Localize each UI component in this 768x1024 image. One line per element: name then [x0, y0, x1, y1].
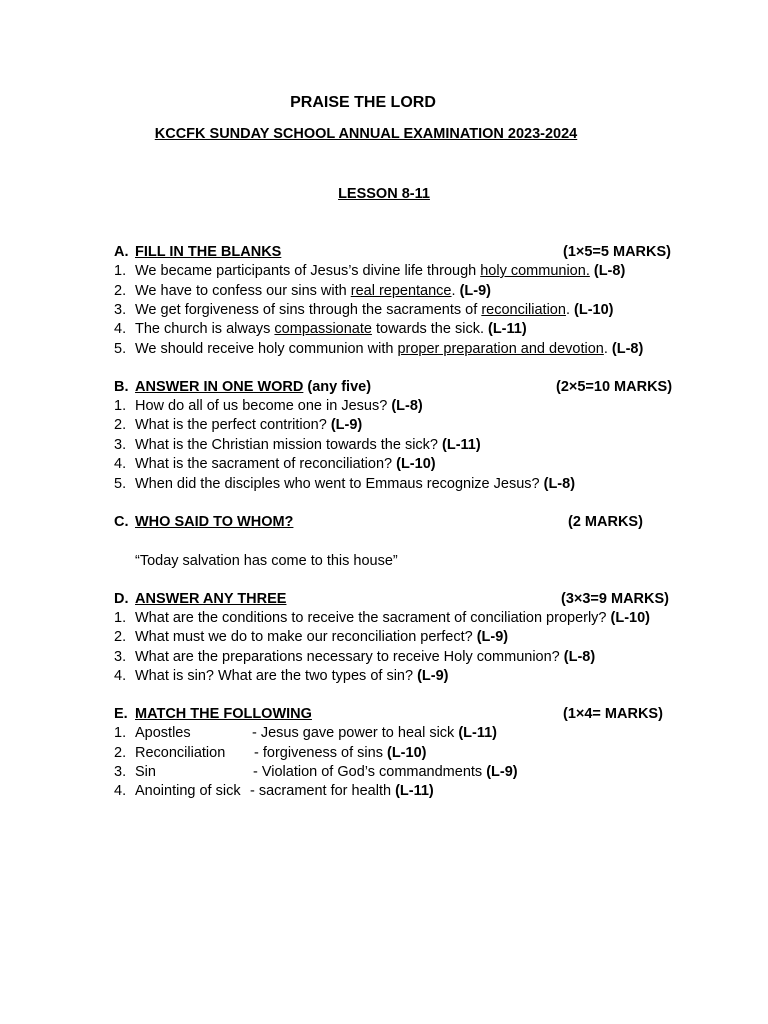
match-right: - Violation of God’s commandments	[253, 764, 487, 780]
item-number: 2.	[114, 629, 127, 645]
section-e-letter: E.	[114, 706, 128, 722]
match-left: Anointing of sick	[135, 783, 241, 799]
section-e-item-3	[114, 764, 518, 780]
lesson-ref: (L-8)	[391, 398, 423, 414]
section-a-item-4	[114, 321, 527, 337]
section-a-letter: A.	[114, 244, 129, 260]
item-number: 3.	[114, 764, 127, 780]
page-title: PRAISE THE LORD	[290, 94, 436, 111]
section-d-item-4	[114, 668, 449, 684]
lesson-ref: (L-10)	[574, 302, 614, 318]
section-c-heading	[114, 514, 293, 530]
section-b-marks: (2×5=10 MARKS)	[556, 379, 673, 395]
item-text: What is the Christian mission towards the sick?	[135, 437, 443, 453]
lesson-ref: (L-9)	[486, 764, 518, 780]
section-d-item-3	[114, 649, 595, 665]
section-d-item-1	[114, 610, 650, 626]
section-a-item-1	[114, 263, 625, 279]
item-text: What is the perfect contrition?	[135, 417, 331, 433]
section-b-item-3	[114, 437, 481, 453]
item-text: How do all of us become one in Jesus?	[135, 398, 392, 414]
section-d-heading	[114, 591, 286, 607]
section-c-marks: (2 MARKS)	[568, 514, 643, 530]
item-number: 3.	[114, 302, 127, 318]
item-text: What must we do to make our reconciliation perfect?	[135, 629, 477, 645]
match-right: - forgiveness of sins	[254, 745, 387, 761]
lesson-ref: (L-10)	[396, 456, 436, 472]
item-text: The church is always	[135, 321, 275, 337]
section-b-heading	[114, 379, 371, 395]
item-number: 4.	[114, 321, 127, 337]
item-text: We became participants of Jesus’s divine life through	[135, 263, 481, 279]
item-number: 2.	[114, 417, 127, 433]
lesson-ref: (L-11)	[442, 437, 481, 453]
section-b-title: ANSWER IN ONE WORD	[135, 379, 304, 395]
section-b-letter: B.	[114, 379, 129, 395]
item-text: We have to confess our sins with	[135, 283, 351, 299]
lesson-ref: (L-9)	[459, 283, 491, 299]
item-answer: holy communion.	[480, 263, 590, 279]
section-e-title: MATCH THE FOLLOWING	[135, 706, 312, 722]
section-b-item-1	[114, 398, 423, 414]
section-e-item-1	[114, 725, 497, 741]
lesson-ref: (L-11)	[488, 321, 527, 337]
item-text: What is the sacrament of reconciliation?	[135, 456, 397, 472]
section-b-item-4	[114, 456, 436, 472]
lesson-ref: (L-8)	[543, 476, 576, 492]
item-number: 4.	[114, 668, 127, 684]
exam-subtitle: KCCFK SUNDAY SCHOOL ANNUAL EXAMINATION 2023-2024	[154, 126, 578, 142]
lesson-ref: (L-8)	[563, 649, 596, 665]
item-number: 4.	[114, 456, 127, 472]
section-c-title: WHO SAID TO WHOM?	[135, 514, 294, 530]
section-a-item-2	[114, 283, 491, 299]
section-a-title: FILL IN THE BLANKS	[135, 244, 282, 260]
item-answer: compassionate	[274, 321, 372, 337]
section-d-letter: D.	[114, 591, 129, 607]
lesson-range: LESSON 8-11	[338, 186, 430, 202]
item-number: 1.	[114, 725, 127, 741]
item-answer: proper preparation and devotion	[397, 341, 604, 357]
item-number: 2.	[114, 283, 127, 299]
section-b-item-5	[114, 476, 575, 492]
item-text: We get forgiveness of sins through the sacraments of	[135, 302, 482, 318]
section-a-item-5	[114, 341, 643, 357]
item-text: What is sin? What are the two types of sin?	[135, 668, 418, 684]
section-c-quote: “Today salvation has come to this house”	[135, 553, 398, 569]
match-right: - Jesus gave power to heal sick	[252, 725, 459, 741]
item-text: What are the preparations necessary to receive Holy communion?	[135, 649, 564, 665]
lesson-ref: (L-8)	[593, 263, 626, 279]
section-b-item-2	[114, 417, 362, 433]
section-a-heading	[114, 244, 281, 260]
section-e-marks: (1×4= MARKS)	[563, 706, 663, 722]
item-answer: real repentance	[350, 283, 452, 299]
item-number: 3.	[114, 649, 127, 665]
section-a-marks: (1×5=5 MARKS)	[563, 244, 671, 260]
item-text: When did the disciples who went to Emmaus recognize Jesus?	[135, 476, 544, 492]
item-number: 1.	[114, 263, 127, 279]
lesson-ref: (L-11)	[458, 725, 497, 741]
item-text: We should receive holy communion with	[135, 341, 398, 357]
item-answer: reconciliation	[481, 302, 566, 318]
match-left: Apostles	[135, 725, 191, 741]
lesson-ref: (L-10)	[386, 745, 427, 761]
lesson-ref: (L-8)	[611, 341, 644, 357]
lesson-ref: (L-9)	[476, 629, 509, 645]
item-number: 1.	[114, 398, 127, 414]
item-number: 5.	[114, 476, 127, 492]
item-number: 2.	[114, 745, 127, 761]
item-text-after: .	[603, 341, 612, 357]
lesson-ref: (L-10)	[610, 610, 651, 626]
section-a-item-3	[114, 302, 614, 318]
item-text: What are the conditions to receive the sacrament of conciliation properly?	[135, 610, 611, 626]
match-left: Reconciliation	[135, 745, 226, 761]
item-number: 4.	[114, 783, 127, 799]
match-left: Sin	[135, 764, 156, 780]
item-number: 3.	[114, 437, 127, 453]
lesson-ref: (L-11)	[395, 783, 434, 799]
section-d-title: ANSWER ANY THREE	[135, 591, 287, 607]
item-text-after: towards the sick.	[371, 321, 488, 337]
item-text-after: .	[565, 302, 575, 318]
section-d-item-2	[114, 629, 508, 645]
section-e-item-2	[114, 745, 426, 761]
item-number: 5.	[114, 341, 127, 357]
section-c-letter: C.	[114, 514, 129, 530]
section-e-item-4	[114, 783, 434, 799]
lesson-ref: (L-9)	[417, 668, 449, 684]
item-text-after: .	[451, 283, 460, 299]
lesson-ref: (L-9)	[330, 417, 363, 433]
section-d-marks: (3×3=9 MARKS)	[561, 591, 669, 607]
item-number: 1.	[114, 610, 127, 626]
section-e-heading	[114, 706, 312, 722]
section-b-note: (any five)	[303, 379, 372, 395]
match-right: - sacrament for health	[250, 783, 396, 799]
